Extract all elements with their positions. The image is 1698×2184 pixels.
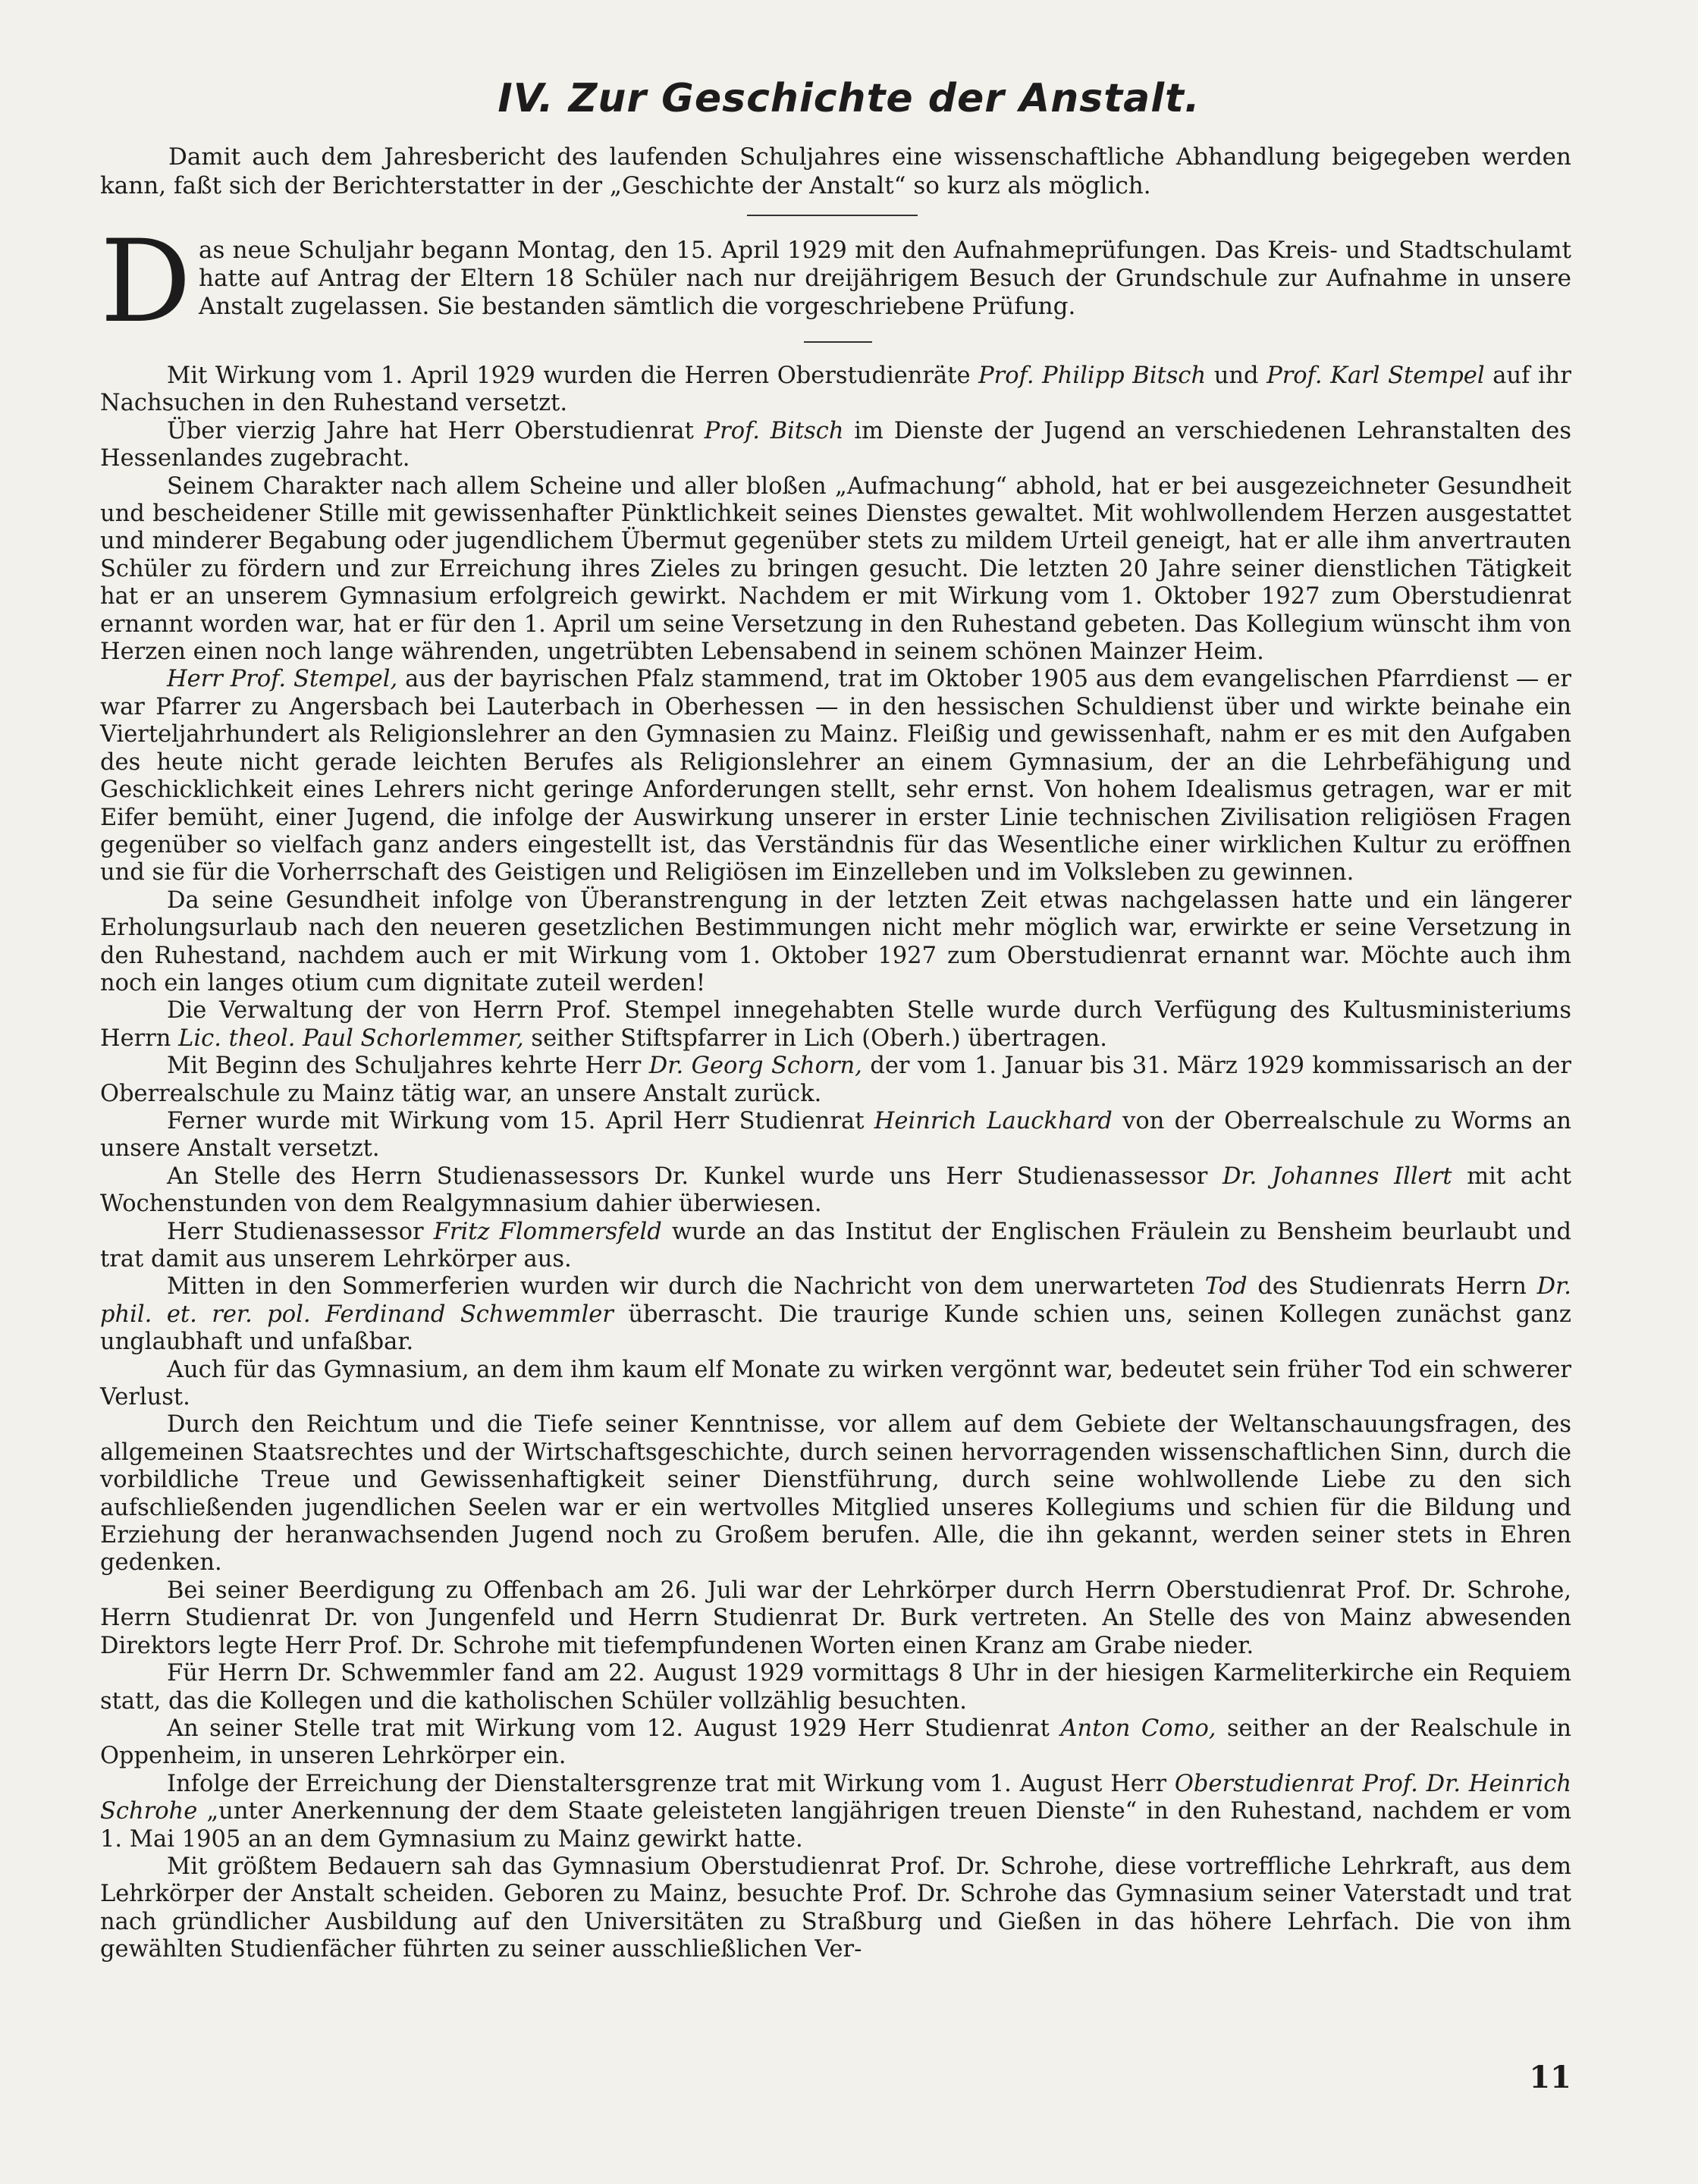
page-title: IV. Zur Geschichte der Anstalt. — [497, 76, 1201, 121]
body-paragraph — [100, 666, 1571, 886]
text-run: wurde an das Institut der Englischen Fräulein zu Bensheim beurlaubt und trat damit aus unserem Lehrkörper aus. — [100, 1218, 1572, 1272]
body-paragraph — [100, 1715, 1571, 1771]
text-run: Für Herrn Dr. Schwemmler fand am 22. August 1929 vormittags 8 Uhr in der hiesigen Karmeliterkirche ein Requiem statt, das die Kollegen und die katholischen Schüler vollzählig besuchten. — [100, 1660, 1571, 1715]
divider-short — [804, 341, 872, 343]
emphasis-name: Dr. Johannes Illert — [1222, 1163, 1452, 1190]
intro-paragraph: Damit auch dem Jahresbericht des laufenden Schuljahres eine wissenschaftliche Abhandlung beigegeben werden kann, faßt sich der Berichterstatter in der „Geschichte der Anstalt“ so kurz als möglich. — [100, 143, 1571, 199]
text-run: An seiner Stelle trat mit Wirkung vom 12. August 1929 Herr Studienrat — [167, 1715, 1061, 1742]
text-run: der vom 1. Januar bis 31. März 1929 kommissarisch an der Oberrealschule zu Mainz tätig war, an unsere Anstalt zurück. — [100, 1053, 1571, 1107]
emphasis-name: Prof. Karl Stempel — [1266, 362, 1485, 389]
body-paragraph — [100, 1163, 1571, 1219]
text-run: überrascht. Die traurige Kunde schien uns, seinen Kollegen zunächst ganz unglaubhaft und unfaßbar. — [100, 1301, 1571, 1356]
text-run: Seinem Charakter nach allem Scheine und aller bloßen „Aufmachung“ abhold, hat er bei ausgezeichneter Gesundheit und bescheidener Stille mit gewissenhafter Pünktlichkeit seines Dienstes gewaltet. Mit wohlwollendem Herzen ausgestattet und minderer Begabung oder jugendlichem Übermut gegenüber stets zu mildem Urteil geneigt, hat er alle ihm anvertrauten Schüler zu fördern und zur Erreichung ihres Zieles zu bringen gesucht. Die letzten 20 Jahre seiner dienstlichen Tätigkeit hat er an unserem Gymnasium erfolgreich gewirkt. Nachdem er mit Wirkung vom 1. Oktober 1927 zum Oberstudienrat ernannt worden war, hat er für den 1. April um seine Versetzung in den Ruhestand gebeten. Das Kollegium wünscht ihm von Herzen einen noch lange währenden, ungetrübten Lebensabend in seinem schönen Mainzer Heim. — [100, 472, 1571, 666]
body-paragraph — [100, 1771, 1571, 1853]
text-run: Mit größtem Bedauern sah das Gymnasium Oberstudienrat Prof. Dr. Schrohe, diese vortreffliche Lehrkraft, aus dem Lehrkörper der Anstalt scheiden. Geboren zu Mainz, besuchte Prof. Dr. Schrohe das Gymnasium seiner Vaterstadt und trat nach gründlicher Ausbildung auf den Universitäten zu Straßburg und Gießen in das höhere Lehrfach. Die von ihm gewählten Studienfächer führten zu seiner ausschließlichen Ver- — [100, 1853, 1571, 1963]
text-run: Die Verwaltung der von Herrn Prof. Stempel innegehabten Stelle wurde durch Verfügung des Kultusministeriums Herrn — [100, 997, 1571, 1052]
text-run: „unter Anerkennung der dem Staate geleisteten langjährigen treuen Dienste“ in den Ruhestand, nachdem er vom 1. Mai 1905 an an dem Gymnasium zu Mainz gewirkt hatte. — [100, 1798, 1571, 1853]
text-run: seither an der Realschule in Oppenheim, in unseren Lehrkörper ein. — [100, 1715, 1572, 1770]
emphasis-name: Fritz Flommersfeld — [433, 1218, 662, 1245]
emphasis-name: Prof. Philipp Bitsch — [978, 362, 1207, 389]
lead-paragraph: as neue Schuljahr begann Montag, den 15. April 1929 mit den Aufnahmeprüfungen. Das Kreis- und Stadtschulamt hatte auf Antrag der Eltern 18 Schüler nach nur dreijährigem Besuch der Grundschule zur Aufnahme in unsere Anstalt zugelassen. Sie bestanden sämtlich die vorgeschriebene Prüfung. — [199, 237, 1571, 320]
text-run: Mitten in den Sommerferien wurden wir durch die Nachricht von dem unerwarteten — [167, 1273, 1205, 1301]
body-paragraph — [100, 418, 1571, 473]
text-run: Über vierzig Jahre hat Herr Oberstudienrat — [167, 417, 705, 444]
text-run: Mit Wirkung vom 1. April 1929 wurden die Herren Oberstudienräte — [167, 362, 979, 389]
body-paragraph — [100, 1411, 1571, 1577]
body-paragraph — [100, 1577, 1571, 1660]
emphasis-name: Dr. phil. et. rer. pol. Ferdinand Schwemmler — [100, 1273, 1572, 1328]
emphasis-name: Tod — [1204, 1273, 1248, 1301]
body-paragraph — [100, 997, 1571, 1053]
text-run: Herr Studienassessor — [167, 1218, 434, 1245]
text-run: von der Oberrealschule zu Worms an unsere Anstalt versetzt. — [100, 1107, 1571, 1163]
text-run: des Studienrats Herrn — [1247, 1273, 1537, 1301]
emphasis-name: Dr. Georg Schorn, — [648, 1053, 862, 1080]
emphasis-name: Lic. theol. Paul Schorlemmer, — [178, 1025, 524, 1052]
text-run: Infolge der Erreichung der Dienstaltersgrenze trat mit Wirkung vom 1. August Herr — [167, 1770, 1175, 1797]
emphasis-name: Anton Como, — [1060, 1715, 1216, 1742]
text-run: Durch den Reichtum und die Tiefe seiner Kenntnisse, vor allem auf dem Gebiete der Weltanschauungsfragen, des allgemeinen Staatsrechtes und der Wirtschaftsgeschichte, durch seinen hervorragenden wissenschaftlichen Sinn, durch die vorbildliche Treue und Gewissenhaftigkeit seiner Dienstführung, durch seine wohlwollende Liebe zu den sich aufschließenden jugendlichen Seelen war er ein wertvolles Mitglied unseres Kollegiums und schien für die Bildung und Erziehung der heranwachsenden Jugend noch zu Großem berufen. Alle, die ihn gekannt, werden seiner stets in Ehren gedenken. — [100, 1411, 1571, 1577]
body-paragraph — [100, 1660, 1571, 1715]
divider — [747, 215, 918, 216]
emphasis-name: Herr Prof. Stempel, — [167, 666, 398, 693]
text-run: An Stelle des Herrn Studienassessors Dr. Kunkel wurde uns Herr Studienassessor — [167, 1163, 1222, 1190]
body-paragraph — [100, 1219, 1571, 1274]
body-paragraph — [100, 1357, 1571, 1412]
body-paragraph — [100, 1853, 1571, 1964]
emphasis-name: Prof. Bitsch — [704, 417, 844, 444]
body-paragraph — [100, 1273, 1571, 1356]
emphasis-name: Oberstudienrat Prof. Dr. Heinrich Schrohe — [100, 1770, 1571, 1825]
text-run: seither Stiftspfarrer in Lich (Oberh.) übertragen. — [523, 1025, 1107, 1052]
text-run: Bei seiner Beerdigung zu Offenbach am 26. Juli war der Lehrkörper durch Herrn Oberstudienrat Prof. Dr. Schrohe, Herrn Studienrat Dr. von Jungenfeld und Herrn Studienrat Dr. Burk vertreten. An Stelle des von Mainz abwesenden Direktors legte Herr Prof. Dr. Schrohe mit tiefempfundenen Worten einen Kranz am Grabe nieder. — [100, 1577, 1571, 1659]
body-paragraph — [100, 1053, 1571, 1108]
text-run: mit acht Wochenstunden von dem Realgymnasium dahier überwiesen. — [100, 1163, 1571, 1218]
drop-cap: D — [100, 216, 192, 348]
body-paragraph — [100, 887, 1571, 998]
text-run: auf ihr Nachsuchen in den Ruhestand versetzt. — [100, 362, 1572, 417]
text-run: im Dienste der Jugend an verschiedenen Lehranstalten des Hessenlandes zugebracht. — [100, 417, 1571, 472]
body-paragraph — [100, 1108, 1571, 1163]
text-run: aus der bayrischen Pfalz stammend, trat im Oktober 1905 aus dem evangelischen Pfarrdienst — er war Pfarrer zu Angersbach bei Lauterbach in Oberhessen — in den hessischen Schuldienst über und wirkte beinahe ein Vierteljahrhundert als Religionslehrer an den Gymnasien zu Mainz. Fleißig und gewissenhaft, nahm er es mit den Aufgaben des heute nicht gerade leichten Berufes als Religionslehrer an einem Gymnasium, der an die Lehrbefähigung und Geschicklichkeit eines Lehrers nicht geringe Anforderungen stellt, sehr ernst. Von hohem Idealismus getragen, war er mit Eifer bemüht, einer Jugend, die infolge der Auswirkung unserer in erster Linie technischen Zivilisation religiösen Fragen gegenüber so vielfach ganz anders eingestellt ist, das Verständnis für das Wesentliche einer wirklichen Kultur zu eröffnen und sie für die Vorherrschaft des Geistigen und Religiösen im Einzelleben und im Volksleben zu gewinnen. — [100, 666, 1571, 886]
body-paragraph — [100, 473, 1571, 667]
article-body — [100, 362, 1571, 1964]
text-run: Auch für das Gymnasium, an dem ihm kaum elf Monate zu wirken vergönnt war, bedeutet sein früher Tod ein schwerer Verlust. — [100, 1356, 1571, 1411]
text-run: Ferner wurde mit Wirkung vom 15. April Herr Studienrat — [167, 1107, 874, 1134]
body-paragraph — [100, 362, 1571, 418]
text-run: Da seine Gesundheit infolge von Überanstrengung in der letzten Zeit etwas nachgelassen hatte und ein längerer Erholungsurlaub nach den neueren gesetzlichen Bestimmungen nicht mehr möglich war, erwirkte er seine Versetzung in den Ruhestand, nachdem auch er mit Wirkung vom 1. Oktober 1927 zum Oberstudienrat ernannt war. Möchte auch ihm noch ein langes otium cum dignitate zuteil werden! — [100, 886, 1571, 996]
emphasis-name: Heinrich Lauckhard — [874, 1107, 1113, 1134]
text-run: und — [1206, 362, 1267, 389]
page-number: 11 — [1529, 2060, 1571, 2095]
text-run: Mit Beginn des Schuljahres kehrte Herr — [167, 1053, 649, 1080]
